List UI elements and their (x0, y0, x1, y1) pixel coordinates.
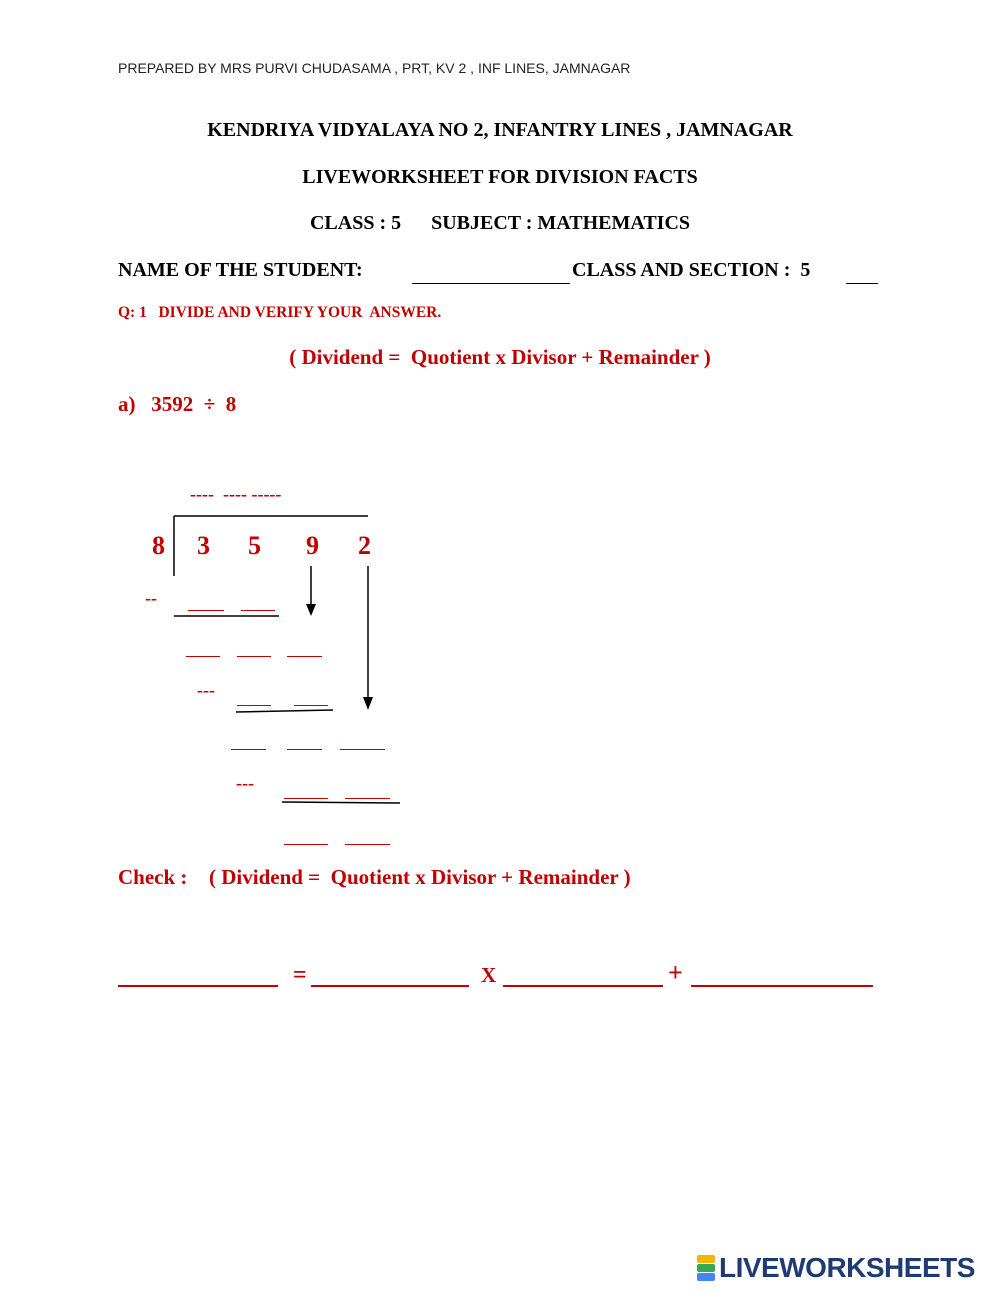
student-name-label: NAME OF THE STUDENT: (118, 259, 363, 281)
check-quotient-field[interactable] (311, 963, 469, 987)
plus-sign: + (668, 958, 683, 987)
dividend-digit-2: 5 (248, 531, 261, 560)
times-sign: X (481, 963, 497, 987)
class-subject-line: CLASS : 5 SUBJECT : MATHEMATICS (309, 212, 691, 234)
step1-subtract-digit-2[interactable] (241, 588, 275, 611)
dividend-digit-4: 2 (358, 531, 371, 560)
step3-subtract-digit-2[interactable] (345, 776, 390, 799)
step2-result-digit-3[interactable] (340, 727, 385, 750)
step2-subtract-digit-1[interactable] (237, 683, 271, 706)
prepared-by-note: PREPARED BY MRS PURVI CHUDASAMA , PRT, KV 2 , INF LINES, JAMNAGAR (118, 60, 631, 76)
worksheet-title: LIVEWORKSHEET FOR DIVISION FACTS (302, 166, 698, 188)
equals-sign: = (293, 962, 307, 988)
class-section-label: CLASS AND SECTION : 5 (572, 259, 811, 281)
check-remainder-field[interactable] (691, 963, 873, 987)
dividend-digit-3: 9 (306, 531, 319, 560)
step1-subtract-digit-1[interactable] (188, 588, 224, 611)
check-formula: ( Dividend = Quotient x Divisor + Remainder ) (209, 865, 631, 889)
step3-subtract-digit-1[interactable] (284, 776, 328, 799)
step1-result-digit-2[interactable] (237, 634, 271, 657)
division-formula: ( Dividend = Quotient x Divisor + Remainder ) (289, 345, 711, 369)
step2-result-digit-1[interactable] (231, 727, 266, 750)
step1-result-digit-1[interactable] (186, 634, 220, 657)
question-label: Q: 1 DIVIDE AND VERIFY YOUR ANSWER. (118, 304, 442, 321)
liveworksheets-logo (697, 1252, 975, 1284)
minus-sign-1: -- (145, 588, 157, 608)
minus-sign-3: --- (236, 773, 254, 793)
check-dividend-field[interactable] (118, 963, 278, 987)
liveworksheets-logo-text: LIVEWORKSHEETS (719, 1252, 975, 1283)
remainder-digit-2[interactable] (345, 822, 390, 845)
check-label: Check : (118, 865, 188, 889)
liveworksheets-logo-icon (697, 1255, 715, 1281)
dividend-digit-1: 3 (197, 531, 210, 560)
minus-sign-2: --- (197, 680, 215, 700)
step2-subtract-digit-2[interactable] (294, 683, 328, 706)
step2-result-digit-2[interactable] (287, 727, 322, 750)
remainder-digit-1[interactable] (284, 822, 328, 845)
school-title: KENDRIYA VIDYALAYA NO 2, INFANTRY LINES , JAMNAGAR (207, 119, 793, 141)
quotient-dashes: ---- ---- ----- (190, 484, 282, 504)
check-divisor-field[interactable] (503, 963, 663, 987)
step1-result-digit-3[interactable] (287, 634, 322, 657)
problem-a: a) 3592 ÷ 8 (118, 392, 237, 416)
divisor-digit: 8 (152, 531, 165, 560)
